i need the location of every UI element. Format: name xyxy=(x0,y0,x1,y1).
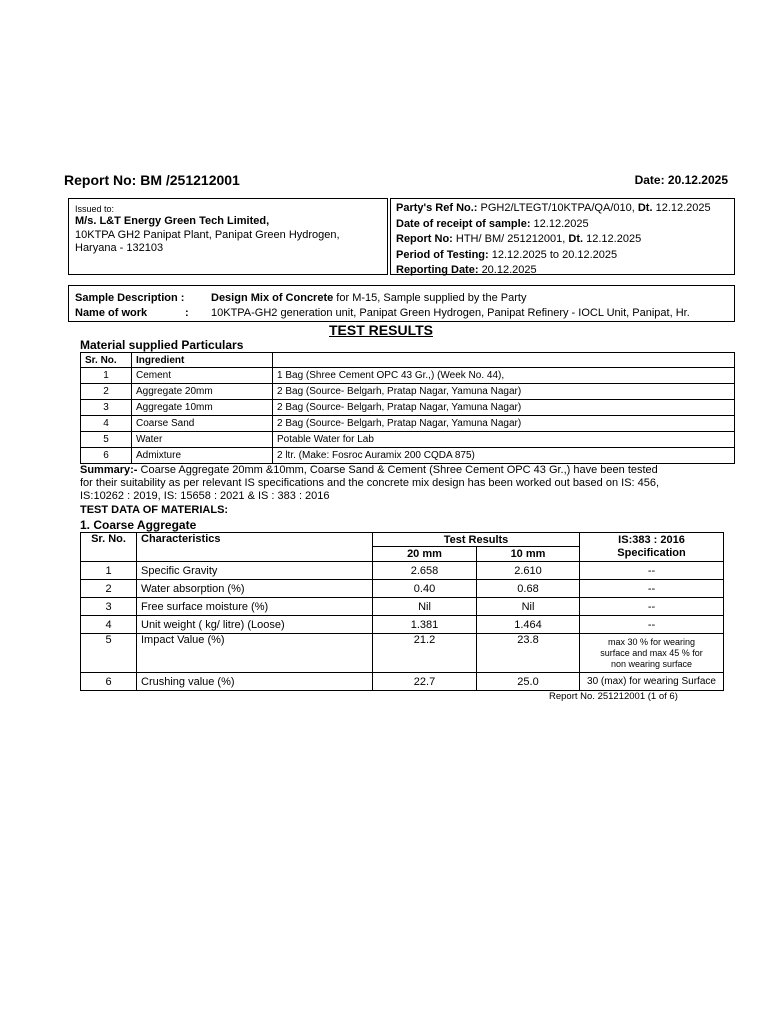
report-no-line: Report No: HTH/ BM/ 251212001, Dt. 12.12.2025 xyxy=(396,233,642,245)
issued-address-1: 10KTPA GH2 Panipat Plant, Panipat Green Hydrogen, xyxy=(75,229,340,241)
report-date: Date: 20.12.2025 xyxy=(634,173,728,187)
table-row: 5 Water Potable Water for Lab xyxy=(81,432,735,448)
table-row: 1 Specific Gravity 2.658 2.610 -- xyxy=(81,562,724,580)
coarse-aggregate-heading: 1. Coarse Aggregate xyxy=(80,518,197,532)
col-10mm: 10 mm xyxy=(477,547,580,562)
work-colon: : xyxy=(185,307,189,319)
test-results-heading: TEST RESULTS xyxy=(329,322,433,338)
col-20mm: 20 mm xyxy=(373,547,477,562)
coarse-aggregate-table xyxy=(80,532,724,691)
issued-to-box xyxy=(68,198,388,275)
test-data-heading: TEST DATA OF MATERIALS: xyxy=(80,504,229,516)
table-row: 5 Impact Value (%) 21.2 23.8 max 30 % for wearing surface and max 45 % for non wearing surface xyxy=(81,634,724,673)
col-ingredient: Ingredient xyxy=(132,353,273,368)
impact-spec: max 30 % for wearing surface and max 45 % for non wearing surface xyxy=(580,634,724,673)
sample-box xyxy=(68,285,735,322)
testing-period-line: Period of Testing: 12.12.2025 to 20.12.2025 xyxy=(396,248,618,261)
table-row: 2 Water absorption (%) 0.40 0.68 -- xyxy=(81,580,724,598)
col-sr-no: Sr. No. xyxy=(81,353,132,368)
table-row: 1 Cement 1 Bag (Shree Cement OPC 43 Gr.,) (Week No. 44), xyxy=(81,368,735,384)
issued-company: M/s. L&T Energy Green Tech Limited, xyxy=(75,215,270,227)
table-row: 6 Admixture 2 ltr. (Make: Fosroc Auramix 200 CQDA 875) xyxy=(81,448,735,464)
reporting-date-line: Reporting Date: 20.12.2025 xyxy=(396,264,537,276)
sample-desc-value: Design Mix of Concrete for M-15, Sample supplied by the Party xyxy=(211,292,527,304)
table-row: 4 Unit weight ( kg/ litre) (Loose) 1.381 1.464 -- xyxy=(81,616,724,634)
receipt-date-line: Date of receipt of sample: 12.12.2025 xyxy=(396,217,589,230)
col-characteristics: Characteristics xyxy=(137,533,373,562)
issued-address-2: Haryana - 132103 xyxy=(75,242,164,254)
work-label: Name of work xyxy=(75,307,148,319)
materials-table xyxy=(80,352,735,464)
party-ref-line: Party's Ref No.: PGH2/LTEGT/10KTPA/QA/010, Dt. 12.12.2025 xyxy=(396,202,711,214)
table-row: 4 Coarse Sand 2 Bag (Source- Belgarh, Pratap Nagar, Yamuna Nagar) xyxy=(81,416,735,432)
col-test-results: Test Results xyxy=(373,533,580,547)
table-row: 2 Aggregate 20mm 2 Bag (Source- Belgarh, Pratap Nagar, Yamuna Nagar) xyxy=(81,384,735,400)
summary-text: Summary:- Coarse Aggregate 20mm &10mm, Coarse Sand & Cement (Shree Cement OPC 43 Gr.,) have been tested for their suitability as per relevant IS specifications and the concrete mix design has been worked out based on IS: 456, IS:10262 : 2019, IS: 15658 : 2021 & IS : 383 : 2016 xyxy=(80,464,660,502)
work-value: 10KTPA-GH2 generation unit, Panipat Green Hydrogen, Panipat Refinery - IOCL Unit, Panipat, Hr. xyxy=(211,307,690,319)
sample-desc-label: Sample Description : xyxy=(75,292,185,304)
materials-heading: Material supplied Particulars xyxy=(80,338,244,352)
materials-header-row xyxy=(81,353,735,368)
col-particulars xyxy=(273,353,735,368)
col-sr-no: Sr. No. xyxy=(81,533,137,562)
table-row: 3 Free surface moisture (%) Nil Nil -- xyxy=(81,598,724,616)
issued-label: Issued to: xyxy=(75,204,115,214)
party-ref-box xyxy=(390,198,735,275)
report-title: Report No: BM /251212001 xyxy=(64,172,240,188)
table-row: 3 Aggregate 10mm 2 Bag (Source- Belgarh, Pratap Nagar, Yamuna Nagar) xyxy=(81,400,735,416)
col-specification: IS:383 : 2016 Specification xyxy=(580,533,724,562)
header-row xyxy=(81,533,724,547)
table-row: 6 Crushing value (%) 22.7 25.0 30 (max) for wearing Surface xyxy=(81,673,724,691)
page-footer: Report No. 251212001 (1 of 6) xyxy=(549,691,678,702)
